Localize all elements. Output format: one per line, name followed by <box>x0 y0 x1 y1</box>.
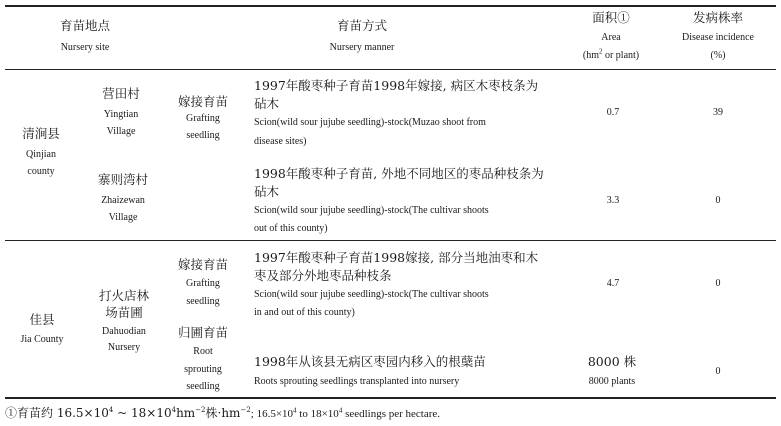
area-1: 0.7 <box>606 107 620 118</box>
area-4-zh: 8000 株 <box>587 354 637 369</box>
nursery-dahuodian-en: Dahuodian <box>102 326 146 337</box>
header-area-en: Area <box>601 32 621 43</box>
header-site-en: Nursery site <box>60 42 110 53</box>
disease-3: 0 <box>715 278 721 289</box>
county-jia-zh: 佳县 <box>29 312 55 327</box>
method-root-zh: 归圃育苗 <box>177 325 229 340</box>
manner-2-zh-line1: 1998年酸枣种子育苗, 外地不同地区的枣品种枝条为 <box>254 166 544 181</box>
manner-1-zh-line1: 1997年酸枣种子育苗1998年嫁接, 病区木枣枝条为 <box>254 78 539 93</box>
disease-2: 0 <box>715 195 721 206</box>
nursery-dahuodian-zh2: 场苗圃 <box>105 305 143 320</box>
method-grafting-en: Grafting <box>186 113 220 124</box>
disease-4: 0 <box>715 366 721 377</box>
disease-1: 39 <box>713 107 723 118</box>
manner-2-zh-line2: 砧木 <box>254 184 280 199</box>
header-rule <box>5 69 776 70</box>
manner-3-en-line2: in and out of this county) <box>254 307 355 318</box>
header-area-unit: ($hm^2$ or plant) <box>582 47 640 61</box>
village-yingtian-zh: 营田村 <box>102 86 140 101</box>
manner-2-en-line2: out of this county) <box>254 223 328 234</box>
manner-4-en: Roots sprouting seedlings transplanted into nursery <box>254 376 460 387</box>
method-grafting-en2: seedling <box>186 130 220 141</box>
header-disease-zh: 发病株率 <box>692 10 744 25</box>
nursery-dahuodian-zh: 打火店林 <box>98 288 150 303</box>
manner-1-zh-line2: 砧木 <box>254 96 280 111</box>
manner-3-zh-line1: 1997年酸枣种子育苗1998嫁接, 部分当地油枣和木 <box>254 250 539 265</box>
village-zhaizewan-en2: Village <box>108 212 138 223</box>
nursery-dahuodian-en2: Nursery <box>107 342 141 353</box>
method-grafting2-zh: 嫁接育苗 <box>177 257 229 272</box>
method-grafting-zh: 嫁接育苗 <box>177 94 229 109</box>
county-qinjian-en2: county <box>27 166 55 177</box>
county-qinjian-zh: 清涧县 <box>22 126 60 141</box>
method-grafting2-en2: seedling <box>186 296 220 307</box>
manner-1-en-line2: disease sites) <box>254 136 307 147</box>
area-2: 3.3 <box>606 195 620 206</box>
method-root-en2: sprouting <box>184 364 222 375</box>
manner-3-en-line1: Scion(wild sour jujube seedling)-stock(The cultivar shoots <box>254 289 489 300</box>
village-yingtian-en2: Village <box>106 126 136 137</box>
method-root-en: Root <box>193 346 213 357</box>
area-4-en: 8000 plants <box>588 376 636 387</box>
village-yingtian-en: Yingtian <box>103 109 139 120</box>
manner-1-en-line1: Scion(wild sour jujube seedling)-stock(Muzao shoot from <box>254 117 486 128</box>
header-site-zh: 育苗地点 <box>59 18 111 33</box>
top-rule <box>5 5 776 7</box>
village-zhaizewan-en: Zhaizewan <box>101 195 145 206</box>
area-3: 4.7 <box>606 278 620 289</box>
county-qinjian-en: Qinjian <box>26 149 56 160</box>
header-area-zh: 面积① <box>592 10 630 25</box>
footnote: ①育苗约 $16.5\times 10^4$ ~ $18\times 10^4hm^{-2}$株$\cdot hm^{-2}$; $16.5\times 10^4$ to $18\times 10^4$ seedlings per hectare. <box>5 406 441 420</box>
method-root-en3: seedling <box>186 381 220 392</box>
header-disease-unit: (%) <box>710 50 726 61</box>
village-zhaizewan-zh: 寨则湾村 <box>97 172 149 187</box>
county-jia-en: Jia County <box>20 334 64 345</box>
bottom-rule <box>5 397 776 399</box>
method-grafting2-en: Grafting <box>186 278 220 289</box>
header-disease-en: Disease incidence <box>682 32 754 43</box>
section-rule <box>5 240 776 241</box>
manner-4-zh: 1998年从该县无病区枣园内移入的根蘖苗 <box>254 354 486 369</box>
manner-2-en-line1: Scion(wild sour jujube seedling)-stock(The cultivar shoots <box>254 205 489 216</box>
header-manner-en: Nursery manner <box>329 42 395 53</box>
header-manner-zh: 育苗方式 <box>336 18 388 33</box>
manner-3-zh-line2: 枣及部分外地枣品种枝条 <box>254 268 392 283</box>
